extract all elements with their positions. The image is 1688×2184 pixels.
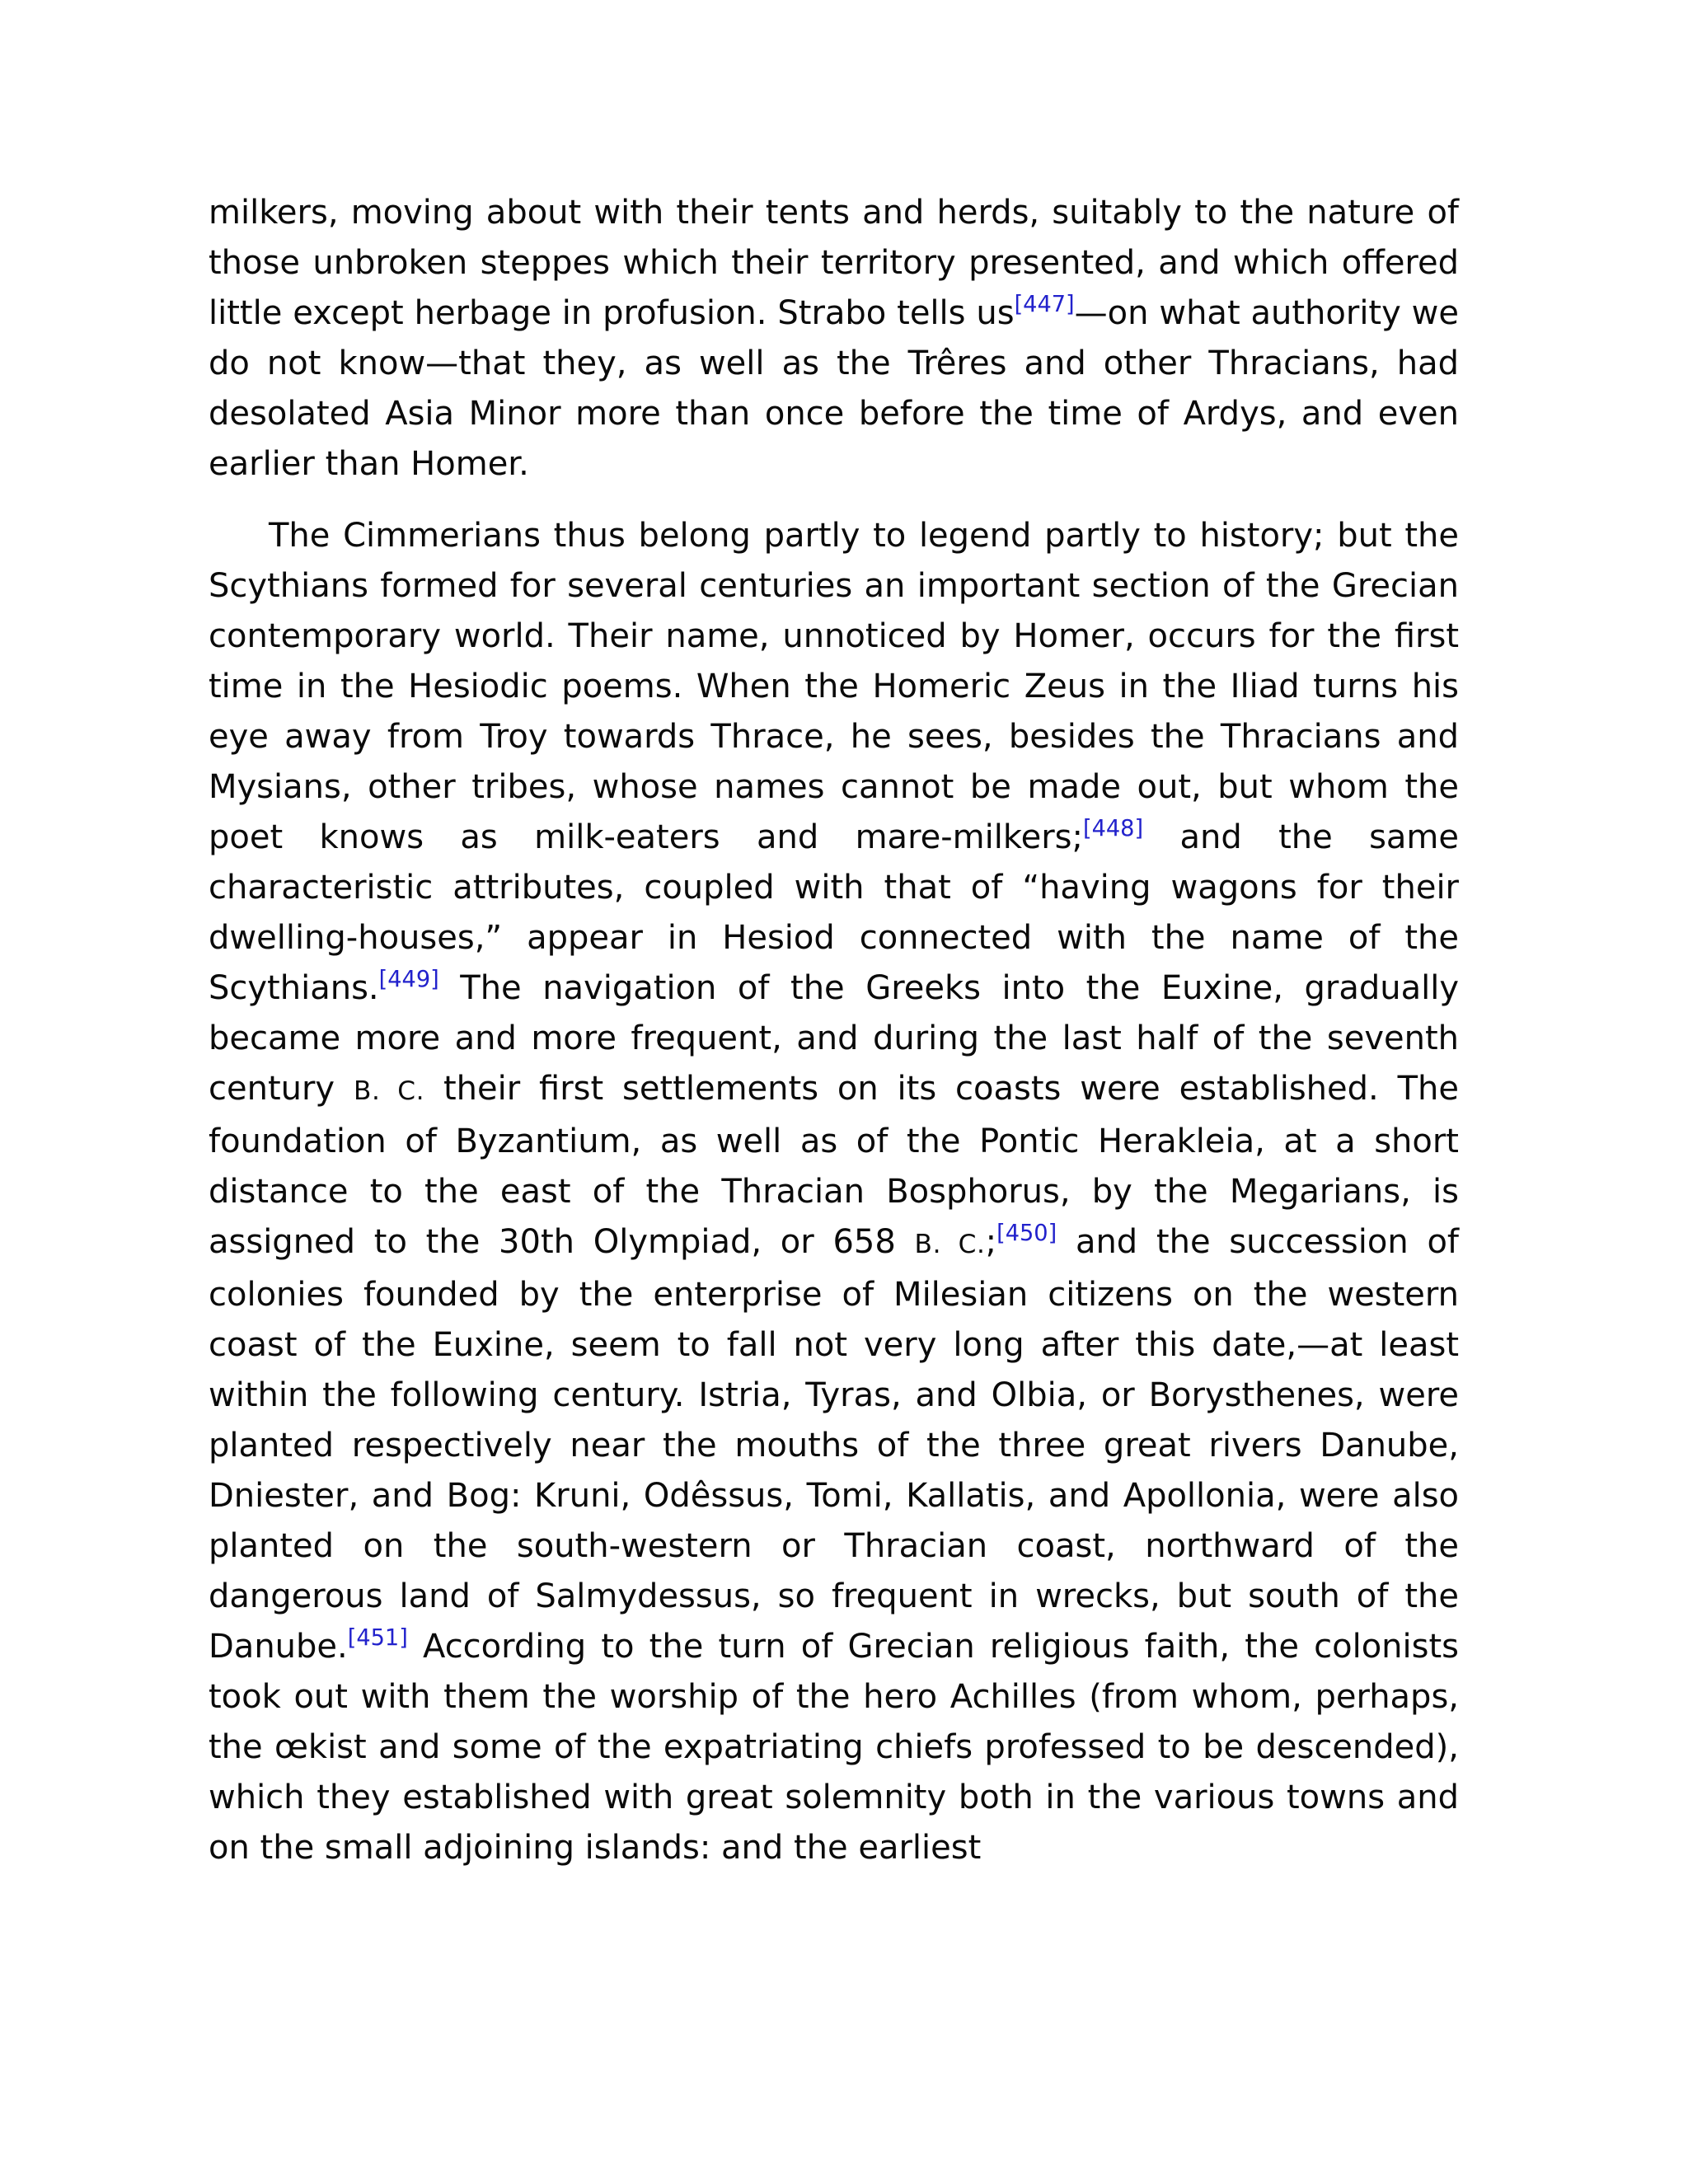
smallcaps-text: B. C. (353, 1076, 425, 1106)
smallcaps-text: B. C. (914, 1230, 986, 1259)
text-run: milkers, moving about with their tents and herds, suitably to the nature of those unbroken steppes which their territory presented, and which offered little except herbage in profusion. Strabo tells us (209, 194, 1459, 332)
paragraph-1 (209, 188, 1459, 490)
text-run: ; (985, 1223, 997, 1261)
text-column (209, 188, 1459, 1895)
footnote-ref-450[interactable]: [450] (996, 1221, 1057, 1247)
footnote-ref-449[interactable]: [449] (378, 967, 439, 993)
footnote-ref-448[interactable]: [448] (1082, 816, 1144, 842)
text-run: their first settlements on its coasts were established. The foundation of Byzantium, as well as of the Pontic Herakleia, at a short distance to the east of the Thracian Bosphorus, by the Megarians, is assigned to the 30th Olympiad, or 658 (209, 1070, 1459, 1261)
text-run: The navigation of the Greeks into the Euxine, gradually became more and more frequent, and during the last half of the seventh century (209, 969, 1459, 1108)
text-run: and the same characteristic attributes, coupled with that of “having wagons for their dwelling-houses,” appear in Hesiod connected with the name of the Scythians. (209, 818, 1459, 1007)
paragraph-2 (209, 511, 1459, 1873)
text-run: and the succession of colonies founded by the enterprise of Milesian citizens on the western coast of the Euxine, seem to fall not very long after this date,—at least within the following century. Istria, Tyras, and Olbia, or Borysthenes, were planted respectively near the mouths of the three great rivers Danube, Dniester, and Bog: Kruni, Odêssus, Tomi, Kallatis, and Apollonia, were also planted on the south-western or Thracian coast, northward of the dangerous land of Salmydessus, so frequent in wrecks, but south of the Danube. (209, 1223, 1459, 1666)
text-run: According to the turn of Grecian religious faith, the colonists took out with them the worship of the hero Achilles (from whom, perhaps, the œkist and some of the expatriating chiefs professed to be descended), which they established with great solemnity both in the various towns and on the small adjoining islands: and the earliest (209, 1628, 1459, 1867)
text-run: —on what authority we do not know—that they, as well as the Trêres and other Thracians, had desolated Asia Minor more than once before the time of Ardys, and even earlier than Homer. (209, 294, 1459, 483)
footnote-ref-447[interactable]: [447] (1014, 292, 1075, 318)
footnote-ref-451[interactable]: [451] (347, 1625, 408, 1652)
text-run: The Cimmerians thus belong partly to legend partly to history; but the Scythians formed for several centuries an important section of the Grecian contemporary world. Their name, unnoticed by Homer, occurs for the first time in the Hesiodic poems. When the Homeric Zeus in the Iliad turns his eye away from Troy towards Thrace, he sees, besides the Thracians and Mysians, other tribes, whose names cannot be made out, but whom the poet knows as milk-eaters and mare-milkers; (209, 517, 1459, 856)
